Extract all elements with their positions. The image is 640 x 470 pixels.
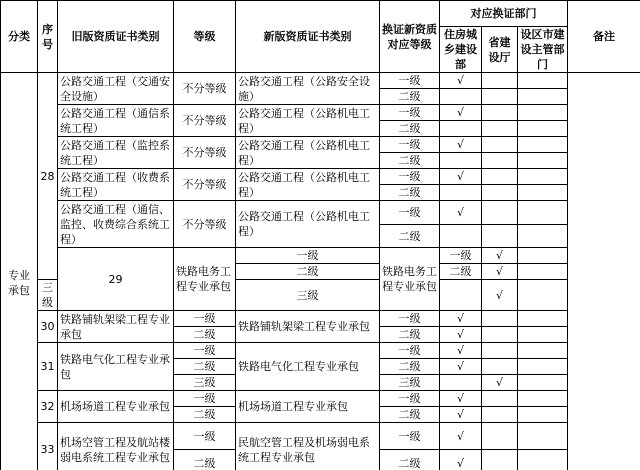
new-type-cell: 公路交通工程（公路机电工程） [236, 201, 380, 248]
new-grade-cell: 二级 [380, 225, 440, 248]
check-city [518, 105, 568, 121]
check-housing [440, 185, 482, 201]
header-category: 分类 [1, 1, 38, 73]
check-housing: √ [440, 137, 482, 153]
new-type-cell: 公路交通工程（公路机电工程） [236, 137, 380, 169]
serial-cell: 32 [38, 391, 58, 423]
header-old-type: 旧版资质证书类别 [58, 1, 174, 73]
grade-cell: 三级 [38, 280, 58, 311]
check-housing: √ [440, 105, 482, 121]
new-grade-cell: 二级 [380, 121, 440, 137]
new-grade-cell: 二级 [380, 89, 440, 105]
check-housing: √ [440, 201, 482, 225]
new-grade-cell: 一级 [380, 105, 440, 121]
header-dept-housing: 住房城乡建设部 [440, 27, 482, 73]
check-housing [440, 280, 482, 311]
grade-cell: 三级 [174, 375, 236, 391]
header-remark: 备注 [568, 1, 640, 73]
check-housing: √ [440, 359, 482, 375]
check-city [518, 185, 568, 201]
check-province [482, 89, 518, 105]
check-housing: √ [440, 423, 482, 450]
check-housing: √ [440, 327, 482, 343]
new-grade-cell: 二级 [380, 153, 440, 169]
old-type-cell: 铁路铺轨架梁工程专业承包 [58, 311, 174, 343]
check-province [482, 121, 518, 137]
check-housing [440, 89, 482, 105]
new-grade-cell: 一级 [380, 73, 440, 89]
new-type-cell: 铁路电气化工程专业承包 [236, 343, 380, 391]
new-type-cell: 公路交通工程（公路机电工程） [236, 105, 380, 137]
check-city [518, 450, 568, 470]
check-province [482, 73, 518, 89]
check-province [482, 137, 518, 153]
check-province [482, 105, 518, 121]
old-type-cell: 机场场道工程专业承包 [58, 391, 174, 423]
check-city [518, 311, 568, 327]
old-type-cell: 公路交通工程（监控系统工程） [58, 137, 174, 169]
check-province [518, 248, 568, 264]
new-grade-cell: 二级 [380, 359, 440, 375]
header-grade: 等级 [174, 1, 236, 73]
check-housing: √ [482, 248, 518, 264]
header-dept-province: 省建设厅 [482, 27, 518, 73]
old-type-cell: 公路交通工程（交通安全设施） [58, 73, 174, 105]
old-type-cell: 机场空管工程及航站楼弱电系统工程专业承包 [58, 423, 174, 470]
check-city [518, 73, 568, 89]
grade-cell: 一级 [174, 391, 236, 407]
serial-cell: 28 [38, 73, 58, 280]
check-province: √ [482, 280, 518, 311]
serial-cell: 29 [58, 248, 174, 311]
check-province [482, 343, 518, 359]
check-housing [440, 375, 482, 391]
new-grade-cell: 一级 [380, 391, 440, 407]
check-province [482, 407, 518, 423]
check-city [518, 201, 568, 225]
header-new-type: 新版资质证书类别 [236, 1, 380, 73]
old-type-cell: 公路交通工程（通信、监控、收费综合系统工程） [58, 201, 174, 248]
check-city [518, 89, 568, 105]
grade-cell: 不分等级 [174, 73, 236, 105]
new-grade-cell: 一级 [380, 137, 440, 153]
check-housing: √ [440, 407, 482, 423]
check-city [518, 375, 568, 391]
grade-cell: 二级 [174, 407, 236, 423]
check-city [518, 121, 568, 137]
old-type-cell: 铁路电气化工程专业承包 [58, 343, 174, 391]
new-grade-cell: 三级 [380, 375, 440, 391]
check-housing [440, 121, 482, 137]
check-city [518, 407, 568, 423]
grade-cell: 一级 [174, 343, 236, 359]
new-type-cell: 铁路电务工程专业承包 [380, 248, 440, 311]
grade-cell: 不分等级 [174, 105, 236, 137]
new-grade-cell: 二级 [380, 450, 440, 470]
check-province [482, 225, 518, 248]
check-province [482, 327, 518, 343]
new-type-cell: 机场场道工程专业承包 [236, 391, 380, 423]
check-province [482, 153, 518, 169]
new-grade-cell: 一级 [440, 248, 482, 264]
new-grade-cell: 二级 [440, 264, 482, 280]
serial-cell: 31 [38, 343, 58, 391]
header-serial: 序号 [38, 1, 58, 73]
new-grade-cell: 三级 [236, 280, 380, 311]
new-type-cell: 公路交通工程（公路机电工程） [236, 169, 380, 201]
serial-cell: 30 [38, 311, 58, 343]
check-housing: √ [440, 450, 482, 470]
grade-cell: 不分等级 [174, 201, 236, 248]
old-type-cell: 铁路电务工程专业承包 [174, 248, 236, 311]
check-city [518, 359, 568, 375]
new-grade-cell: 二级 [380, 327, 440, 343]
check-housing: √ [440, 73, 482, 89]
check-housing: √ [440, 391, 482, 407]
old-type-cell: 公路交通工程（通信系统工程） [58, 105, 174, 137]
grade-cell: 二级 [174, 327, 236, 343]
header-new-grade: 换证新资质对应等级 [380, 1, 440, 73]
check-province [482, 450, 518, 470]
new-grade-cell: 一级 [380, 423, 440, 450]
check-city [518, 343, 568, 359]
new-type-cell: 公路交通工程（公路安全设施） [236, 73, 380, 105]
check-province [482, 423, 518, 450]
check-city [518, 137, 568, 153]
check-province [482, 311, 518, 327]
check-housing: √ [440, 343, 482, 359]
new-grade-cell: 二级 [380, 407, 440, 423]
grade-cell: 一级 [174, 311, 236, 327]
grade-cell: 不分等级 [174, 137, 236, 169]
check-housing: √ [440, 169, 482, 185]
check-housing: √ [440, 311, 482, 327]
check-city [518, 169, 568, 185]
new-grade-cell: 一级 [380, 343, 440, 359]
grade-cell: 二级 [174, 359, 236, 375]
grade-cell: 一级 [174, 423, 236, 450]
new-grade-cell: 二级 [380, 185, 440, 201]
new-grade-cell: 一级 [380, 169, 440, 185]
check-province [482, 185, 518, 201]
check-province [482, 391, 518, 407]
new-type-cell: 民航空管工程及机场弱电系统工程专业承包 [236, 423, 380, 470]
grade-cell: 不分等级 [174, 169, 236, 201]
check-city [518, 153, 568, 169]
check-province [482, 169, 518, 185]
grade-cell: 二级 [174, 450, 236, 470]
check-housing [440, 225, 482, 248]
check-city [518, 391, 568, 407]
new-grade-cell: 一级 [380, 311, 440, 327]
grade-cell: 一级 [236, 248, 380, 264]
category-cell: 专业承包 [1, 73, 38, 470]
new-type-cell: 铁路铺轨架梁工程专业承包 [236, 311, 380, 343]
header-dept-city: 设区市建设主管部门 [518, 27, 568, 73]
grade-cell: 二级 [236, 264, 380, 280]
new-grade-cell: 一级 [380, 201, 440, 225]
check-city [518, 280, 568, 311]
check-province [482, 359, 518, 375]
old-type-cell: 公路交通工程（收费系统工程） [58, 169, 174, 201]
check-province: √ [482, 375, 518, 391]
check-housing: √ [482, 264, 518, 280]
remark-cell [568, 73, 640, 470]
check-province [518, 264, 568, 280]
header-dept-group: 对应换证部门 [440, 1, 568, 27]
check-city [518, 423, 568, 450]
check-city [518, 327, 568, 343]
serial-cell: 33 [38, 423, 58, 470]
check-housing [440, 153, 482, 169]
check-city [518, 225, 568, 248]
check-province [482, 201, 518, 225]
